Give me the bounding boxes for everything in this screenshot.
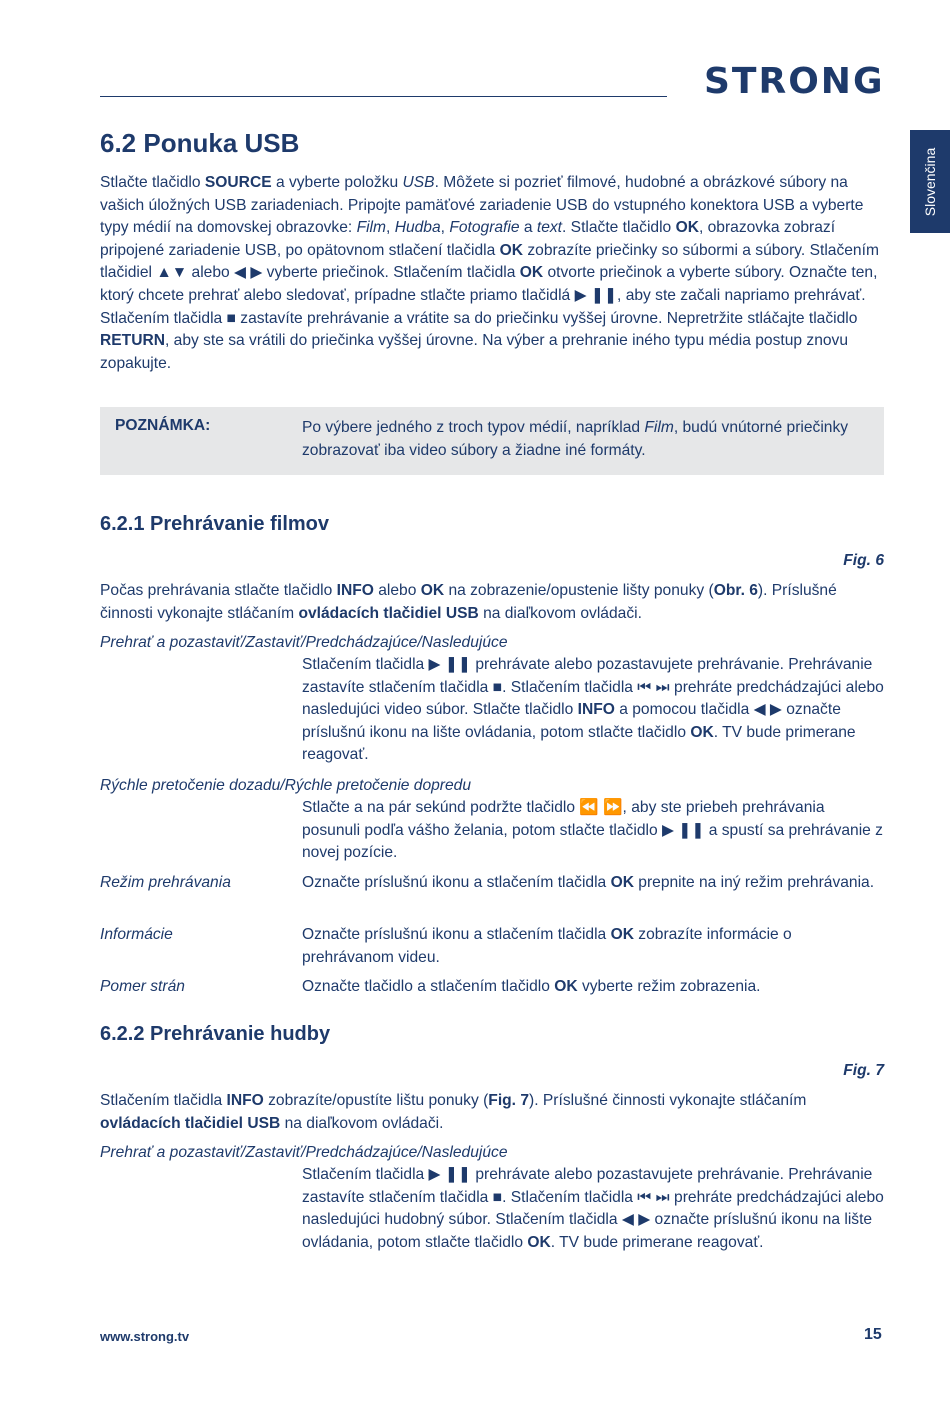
language-tab-label: Slovenčina [922, 147, 938, 216]
section-intro: Stlačte tlačidlo SOURCE a vyberte položku USB. Môžete si pozrieť filmové, hudobné a obrázkové súbory na vašich úložných USB zariadeniach. Pripojte pamäťové zariadenie USB do vstupného konektora USB a vyberte typy médií na domovskej obrazovke: Film, Hudba, Fotografie a text. Stlačte tlačidlo OK, obrazovka zobrazí pripojené zariadenie USB, po opätovnom stlačení tlačidla OK zobrazíte priečinky so súbormi a súbory. Stlačením tlačidiel ▲▼ alebo ◀ ▶ vyberte priečinok. Stlačením tlačidla OK otvorte priečinok a vyberte súbory. Označte ten, ktorý chcete prehrať alebo sledovať, prípadne stlačte priamo tlačidlá ▶ ❚❚, aby ste začali napriamo prehrávať. Stlačením tlačidla ■ zastavíte prehrávanie a vrátite sa do priečinku vyššej úrovne. Nepretržite stláčajte tlačidlo RETURN, aby ste sa vrátili do priečinka vyššej úrovne. Na výber a prehranie iného typu média postup znovu zopakujte. [100, 174, 879, 372]
header-rule [100, 96, 667, 97]
language-tab [910, 130, 950, 233]
subsection-1-title: 6.2.1 Prehrávanie filmov [100, 513, 330, 535]
subsection-2-title: 6.2.2 Prehrávanie hudby [100, 1023, 331, 1045]
term-play-pause: Prehrať a pozastaviť/Zastaviť/Predchádzajúce/Nasledujúce [100, 634, 508, 651]
note-box [100, 407, 884, 475]
desc-rewind-forward: Stlačte a na pár sekúnd podržte tlačidlo ⏪ ⏩, aby ste priebeh prehrávania posunuli podľa vášho želania, potom stlačte tlačidlo ▶ ❚❚ a spustí sa prehrávanie z novej pozície. [302, 799, 883, 862]
term-info: Informácie [100, 926, 173, 943]
footer-url: www.strong.tv [100, 1329, 190, 1344]
page-number: 15 [864, 1326, 882, 1343]
subsection-1-intro: Počas prehrávania stlačte tlačidlo INFO alebo OK na zobrazenie/opustenie lišty ponuky (Obr. 6). Príslušné činnosti vykonajte stláčaním ovládacích tlačidiel USB na diaľkovom ovládači. [100, 582, 837, 622]
section-title: 6.2 Ponuka USB [100, 128, 300, 158]
desc-play-pause: Stlačením tlačidla ▶ ❚❚ prehrávate alebo pozastavujete prehrávanie. Prehrávanie zastavíte stlačením tlačidla ■. Stlačením tlačidla ⏮ ⏭ prehráte predchádzajúci alebo nasledujúci video súbor. Stlačte tlačidlo INFO a pomocou tlačidla ◀ ▶ označte príslušnú ikonu na lište ovládania, potom stlačte tlačidlo OK. TV bude primerane reagovať. [302, 656, 884, 764]
term-aspect-ratio: Pomer strán [100, 978, 185, 995]
term-rewind-forward: Rýchle pretočenie dozadu/Rýchle pretočenie dopredu [100, 777, 472, 794]
desc-info: Označte príslušnú ikonu a stlačením tlačidla OK zobrazíte informácie o prehrávanom videu. [302, 926, 792, 966]
term-music-play-pause: Prehrať a pozastaviť/Zastaviť/Predchádzajúce/Nasledujúce [100, 1144, 508, 1161]
term-play-mode: Režim prehrávania [100, 874, 231, 891]
desc-aspect-ratio: Označte tlačidlo a stlačením tlačidlo OK vyberte režim zobrazenia. [302, 978, 761, 995]
note-text: Po výbere jedného z troch typov médií, napríklad Film, budú vnútorné priečinky zobrazovať iba video súbory a žiadne iné formáty. [302, 419, 849, 459]
subsection-2-intro: Stlačením tlačidla INFO zobrazíte/opustíte lištu ponuky (Fig. 7). Príslušné činnosti vykonajte stláčaním ovládacích tlačidiel USB na diaľkovom ovládači. [100, 1092, 807, 1132]
desc-play-mode: Označte príslušnú ikonu a stlačením tlačidla OK prepnite na iný režim prehrávania. [302, 874, 875, 891]
desc-music-play-pause: Stlačením tlačidla ▶ ❚❚ prehrávate alebo pozastavujete prehrávanie. Prehrávanie zastavíte stlačením tlačidla ■. Stlačením tlačidla ⏮ ⏭ prehráte predchádzajúci alebo nasledujúci hudobný súbor. Stlačením tlačidla ◀ ▶ označte príslušnú ikonu na lište ovládania, potom stlačte tlačidlo OK. TV bude primerane reagovať. [302, 1166, 884, 1251]
brand-logo: STRONG [704, 61, 885, 102]
note-label: POZNÁMKA: [115, 417, 211, 434]
fig-7-label: Fig. 7 [843, 1062, 884, 1079]
fig-6-label: Fig. 6 [843, 552, 884, 569]
